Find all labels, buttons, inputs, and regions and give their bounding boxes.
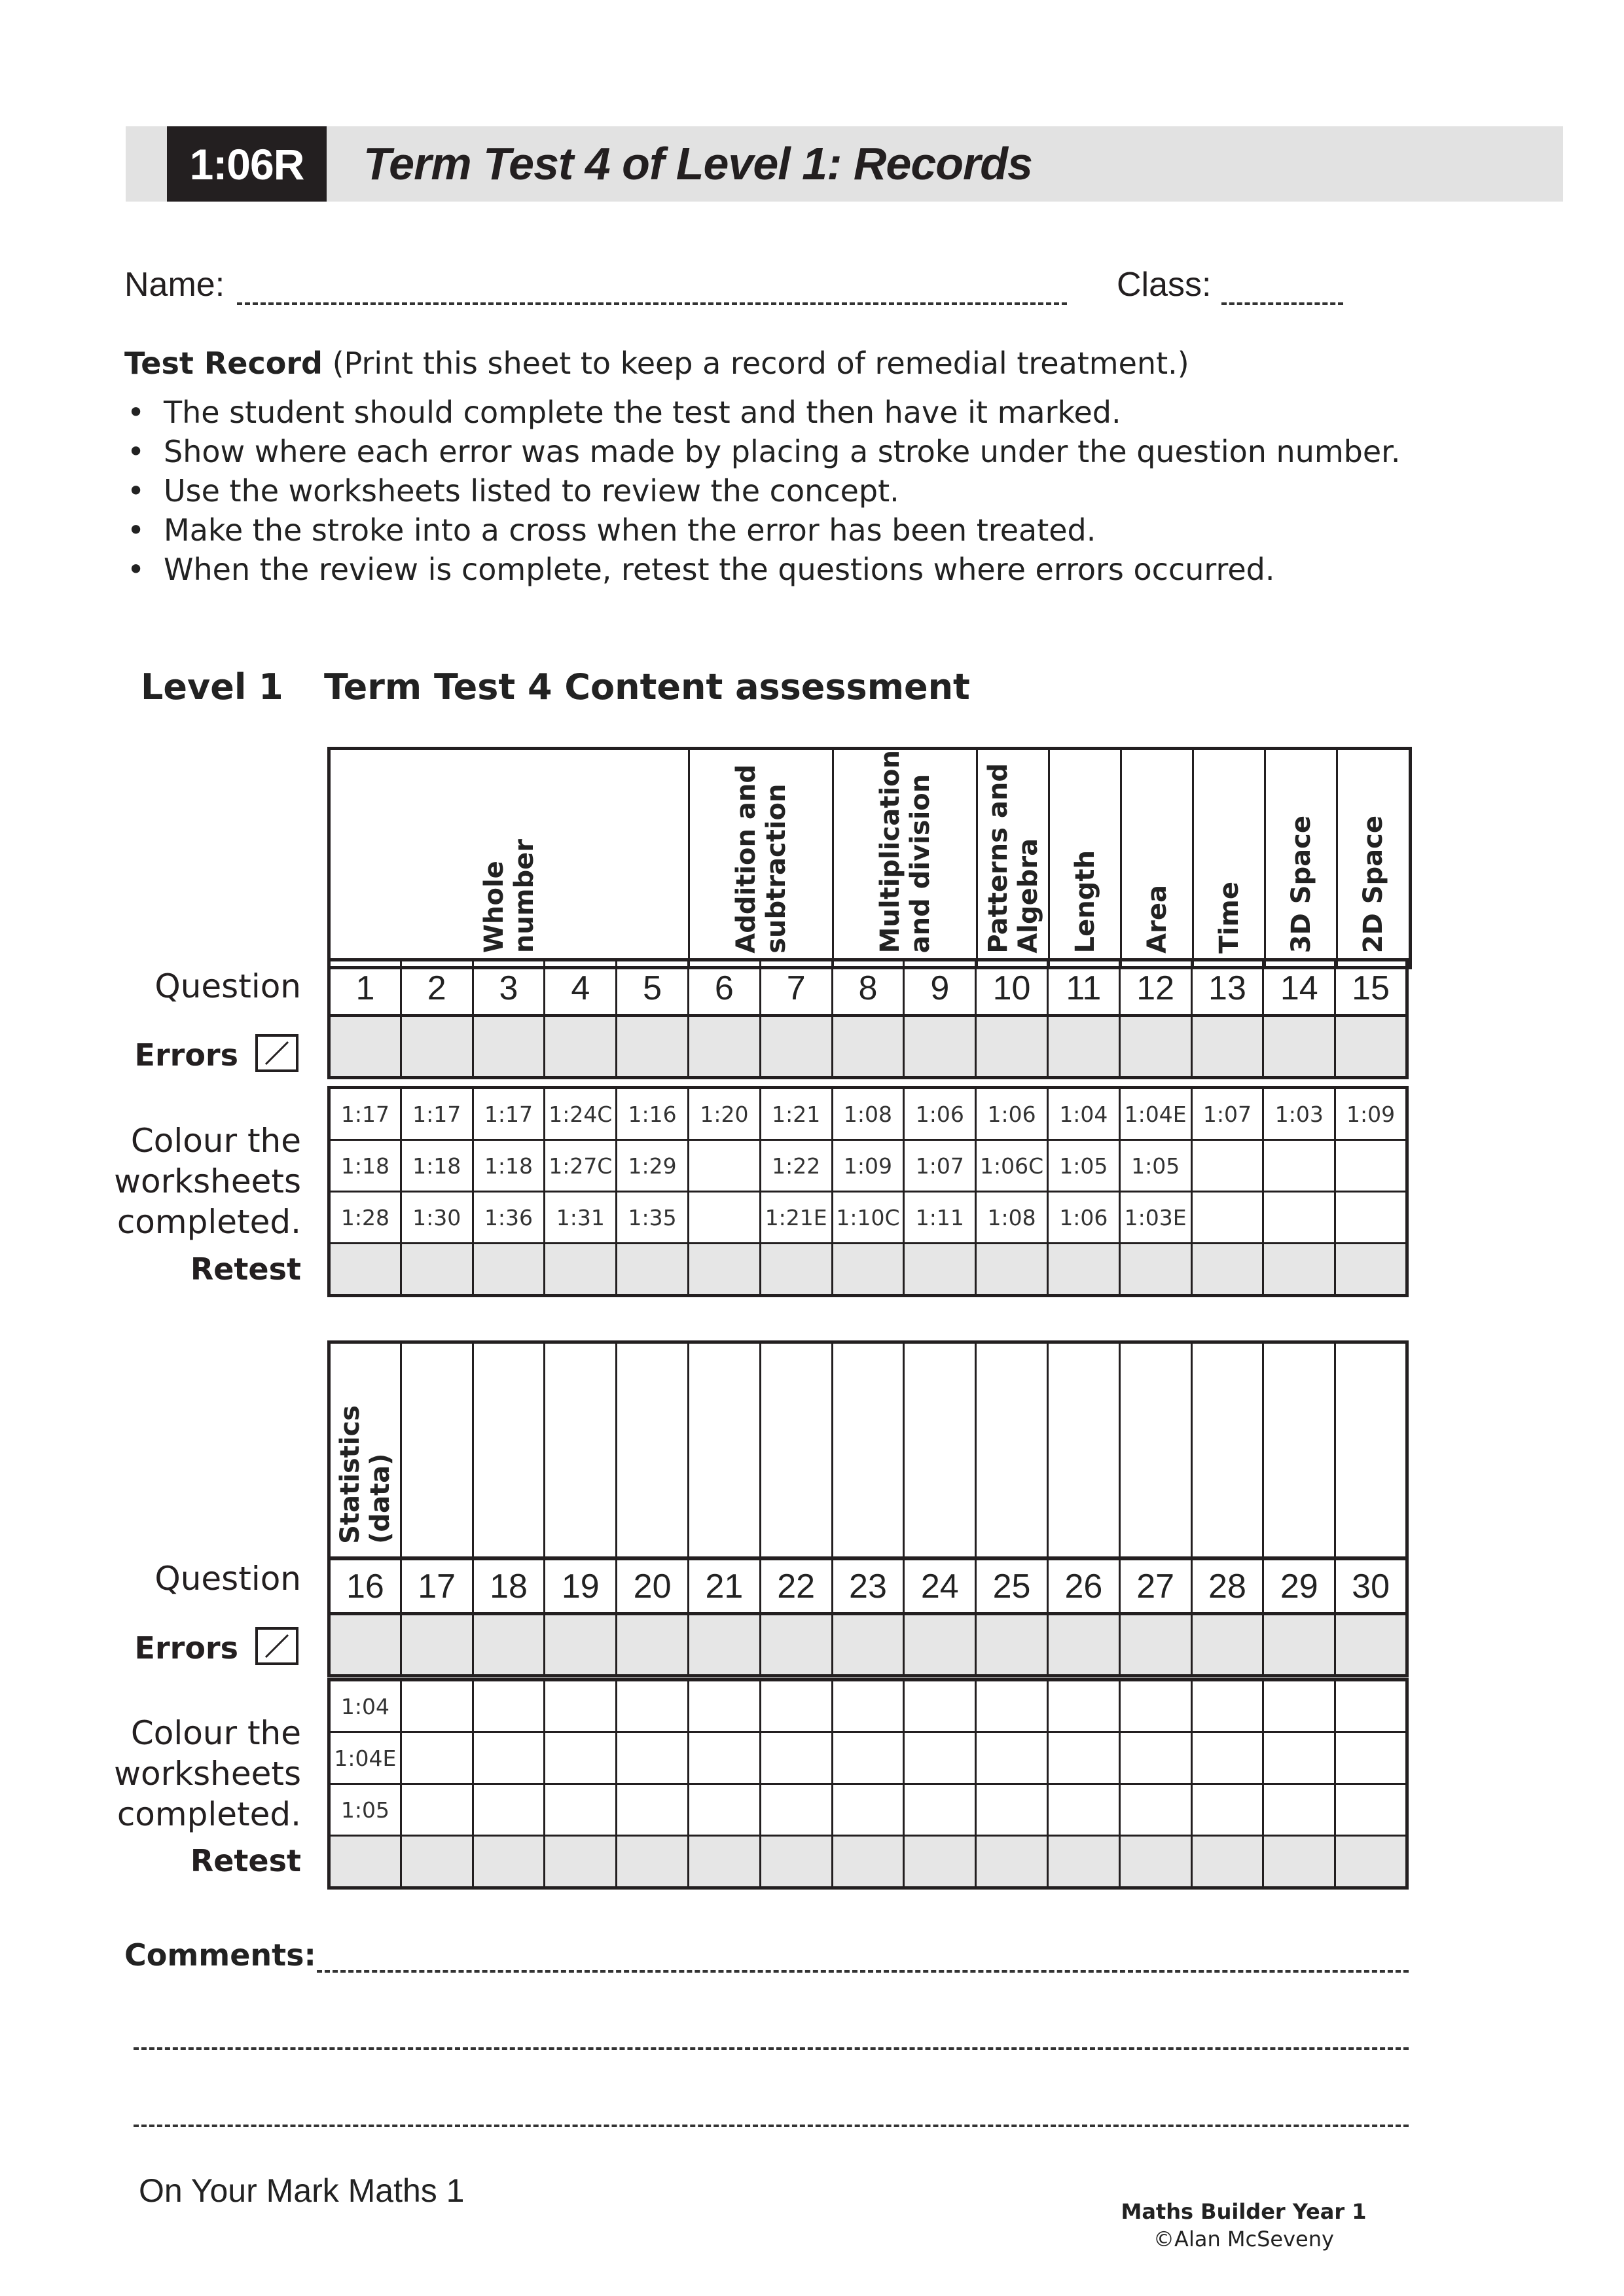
question-number: 16 (329, 1558, 401, 1615)
worksheet-cell[interactable]: 1:07 (1191, 1088, 1263, 1140)
instruction-item: • Show where each error was made by placing a stroke under the question number. (124, 432, 1400, 471)
question-number: 13 (1191, 960, 1263, 1017)
worksheet-cell[interactable]: 1:18 (401, 1140, 473, 1192)
errors-row-label: Errors (134, 1037, 238, 1073)
worksheet-cell[interactable]: 1:18 (473, 1140, 545, 1192)
question-number: 26 (1047, 1558, 1119, 1615)
error-cell[interactable] (617, 1016, 689, 1078)
colour-line: Colour the (130, 1122, 301, 1160)
retest-cell[interactable] (545, 1836, 617, 1888)
worksheet-row (329, 1680, 1407, 1732)
worksheet-cell[interactable] (473, 1732, 545, 1784)
retest-cell[interactable] (473, 1836, 545, 1888)
level-label: Level 1 (141, 666, 283, 708)
error-cell[interactable] (688, 1614, 760, 1676)
retest-cell[interactable] (976, 1244, 1048, 1296)
worksheet-cell[interactable] (1335, 1732, 1407, 1784)
worksheet-cell[interactable]: 1:31 (545, 1192, 617, 1244)
category-cell (329, 749, 689, 968)
worksheet-cell[interactable]: 1:06 (976, 1088, 1048, 1140)
name-label: Name: (124, 266, 225, 304)
worksheet-cell[interactable]: 1:07 (904, 1140, 976, 1192)
worksheet-cell[interactable] (976, 1680, 1048, 1732)
category-label: Time (1214, 881, 1244, 954)
worksheet-cell[interactable]: 1:06 (904, 1088, 976, 1140)
retest-row-label: Retest (190, 1251, 301, 1287)
category-cell (977, 749, 1049, 968)
errors-row-label: Errors (134, 1630, 238, 1666)
test-record-heading (124, 346, 1189, 381)
question-number: 22 (760, 1558, 832, 1615)
colour-worksheets-label (65, 1713, 301, 1835)
instruction-item: • The student should complete the test and then have it marked. (124, 393, 1400, 432)
worksheet-cell[interactable]: 1:04 (329, 1680, 401, 1732)
error-cell[interactable] (473, 1614, 545, 1676)
errors-row-2 (327, 1612, 1409, 1677)
retest-cell[interactable] (904, 1244, 976, 1296)
retest-cell[interactable] (1119, 1244, 1191, 1296)
category-cell (832, 1342, 904, 1559)
worksheets-line: worksheets (114, 1162, 301, 1200)
worksheet-cell[interactable]: 1:18 (329, 1140, 401, 1192)
class-label: Class: (1117, 266, 1212, 304)
completed-line: completed. (117, 1203, 301, 1241)
worksheet-cell[interactable] (1119, 1680, 1191, 1732)
retest-row-label: Retest (190, 1843, 301, 1878)
worksheet-cell[interactable] (1263, 1192, 1335, 1244)
comments-line-3[interactable] (134, 2125, 1409, 2127)
category-label: 2D Space (1358, 816, 1388, 954)
category-cell (1119, 1342, 1191, 1559)
question-number: 27 (1119, 1558, 1191, 1615)
worksheets-table-1 (327, 1086, 1409, 1297)
worksheet-cell[interactable] (1119, 1732, 1191, 1784)
worksheet-cell[interactable] (1191, 1192, 1263, 1244)
worksheet-cell[interactable] (1263, 1140, 1335, 1192)
worksheet-cell[interactable]: 1:05 (329, 1784, 401, 1836)
worksheet-cell[interactable] (760, 1680, 832, 1732)
question-row-label: Question (154, 967, 301, 1005)
error-cell[interactable] (545, 1614, 617, 1676)
assessment-title: Term Test 4 Content assessment (324, 666, 970, 708)
worksheet-cell[interactable] (832, 1732, 904, 1784)
category-label: Area (1142, 884, 1172, 954)
comments-line-1[interactable] (317, 1970, 1409, 1973)
worksheet-cell[interactable] (1335, 1680, 1407, 1732)
test-record-note: (Print this sheet to keep a record of remedial treatment.) (332, 346, 1189, 381)
question-number: 19 (545, 1558, 617, 1615)
retest-cell[interactable] (401, 1836, 473, 1888)
worksheet-cell[interactable] (688, 1732, 760, 1784)
category-label: Multiplication and division (875, 750, 935, 954)
retest-cell[interactable] (1047, 1836, 1119, 1888)
worksheet-cell[interactable] (1047, 1732, 1119, 1784)
retest-cell[interactable] (329, 1836, 401, 1888)
question-number: 23 (832, 1558, 904, 1615)
category-cell (545, 1342, 617, 1559)
retest-cell[interactable] (329, 1244, 401, 1296)
worksheet-cell[interactable] (688, 1784, 760, 1836)
class-field[interactable] (1221, 302, 1343, 305)
error-cell[interactable] (1119, 1016, 1191, 1078)
error-cell[interactable] (904, 1614, 976, 1676)
worksheet-cell[interactable]: 1:05 (1119, 1140, 1191, 1192)
retest-cell[interactable] (401, 1244, 473, 1296)
question-number: 15 (1335, 960, 1407, 1017)
category-label: Whole number (479, 839, 539, 954)
question-number: 30 (1335, 1558, 1407, 1615)
comments-line-2[interactable] (134, 2047, 1409, 2050)
worksheet-cell[interactable] (688, 1680, 760, 1732)
category-cell (1265, 749, 1337, 968)
retest-cell[interactable] (688, 1244, 760, 1296)
footer-series: On Your Mark Maths 1 (139, 2172, 465, 2209)
error-cell[interactable] (1335, 1614, 1407, 1676)
category-cell (329, 1342, 401, 1559)
question-number: 3 (473, 960, 545, 1017)
worksheet-cell[interactable] (1047, 1680, 1119, 1732)
category-header-1 (327, 747, 1412, 969)
worksheet-cell[interactable] (904, 1680, 976, 1732)
worksheet-cell[interactable] (401, 1784, 473, 1836)
worksheet-cell[interactable] (904, 1784, 976, 1836)
worksheet-cell[interactable] (760, 1784, 832, 1836)
question-number: 1 (329, 960, 401, 1017)
category-label: 3D Space (1286, 816, 1316, 954)
category-cell (1047, 1342, 1119, 1559)
worksheet-cell[interactable] (1263, 1680, 1335, 1732)
error-cell[interactable] (1047, 1016, 1119, 1078)
question-number: 11 (1047, 960, 1119, 1017)
worksheet-cell[interactable] (832, 1784, 904, 1836)
error-cell[interactable] (545, 1016, 617, 1078)
retest-cell[interactable] (1119, 1836, 1191, 1888)
worksheet-cell[interactable] (760, 1732, 832, 1784)
error-cell[interactable] (688, 1016, 760, 1078)
question-number: 28 (1191, 1558, 1263, 1615)
retest-cell[interactable] (976, 1836, 1048, 1888)
worksheet-cell[interactable] (545, 1680, 617, 1732)
question-number: 25 (976, 1558, 1048, 1615)
worksheet-row (329, 1732, 1407, 1784)
worksheet-cell[interactable] (617, 1732, 689, 1784)
worksheet-cell[interactable] (904, 1732, 976, 1784)
question-number: 9 (904, 960, 976, 1017)
error-cell[interactable] (832, 1016, 904, 1078)
worksheet-cell[interactable]: 1:21 (760, 1088, 832, 1140)
category-cell (688, 1342, 760, 1559)
worksheet-cell[interactable] (688, 1192, 760, 1244)
category-label: Statistics (data) (334, 1405, 395, 1544)
retest-cell[interactable] (617, 1244, 689, 1296)
error-cell[interactable] (473, 1016, 545, 1078)
category-cell (904, 1342, 976, 1559)
retest-cell[interactable] (832, 1836, 904, 1888)
error-cell[interactable] (976, 1016, 1048, 1078)
comments-label: Comments: (124, 1937, 316, 1973)
worksheet-cell[interactable]: 1:11 (904, 1192, 976, 1244)
worksheet-cell[interactable]: 1:35 (617, 1192, 689, 1244)
instruction-item: • Make the stroke into a cross when the error has been treated. (124, 511, 1400, 550)
instruction-list (124, 393, 1400, 589)
worksheet-row (329, 1140, 1407, 1192)
retest-cell[interactable] (688, 1836, 760, 1888)
worksheet-cell[interactable]: 1:10C (832, 1192, 904, 1244)
question-row-1 (327, 958, 1409, 1018)
worksheet-cell[interactable]: 1:03E (1119, 1192, 1191, 1244)
retest-cell[interactable] (832, 1244, 904, 1296)
retest-row (329, 1244, 1407, 1296)
worksheet-cell[interactable]: 1:17 (329, 1088, 401, 1140)
worksheet-cell[interactable]: 1:04E (1119, 1088, 1191, 1140)
error-cell[interactable] (1263, 1614, 1335, 1676)
worksheet-row (329, 1088, 1407, 1140)
error-cell[interactable] (617, 1614, 689, 1676)
error-stroke-icon (255, 1627, 298, 1665)
retest-cell[interactable] (1263, 1836, 1335, 1888)
worksheet-cell[interactable] (1047, 1784, 1119, 1836)
error-cell[interactable] (1191, 1016, 1263, 1078)
retest-cell[interactable] (1335, 1836, 1407, 1888)
question-row-2 (327, 1556, 1409, 1617)
instruction-item: • Use the worksheets listed to review the concept. (124, 471, 1400, 511)
worksheet-cell[interactable]: 1:17 (473, 1088, 545, 1140)
worksheet-cell[interactable] (1335, 1140, 1407, 1192)
retest-row (329, 1836, 1407, 1888)
worksheet-cell[interactable] (545, 1784, 617, 1836)
worksheet-cell[interactable]: 1:17 (401, 1088, 473, 1140)
worksheet-cell[interactable] (1263, 1732, 1335, 1784)
category-cell (1335, 1342, 1407, 1559)
category-cell (401, 1342, 473, 1559)
worksheet-cell[interactable]: 1:09 (832, 1140, 904, 1192)
category-cell (617, 1342, 689, 1559)
retest-cell[interactable] (1335, 1244, 1407, 1296)
category-cell (760, 1342, 832, 1559)
retest-cell[interactable] (617, 1836, 689, 1888)
error-cell[interactable] (329, 1614, 401, 1676)
question-number: 5 (617, 960, 689, 1017)
category-cell (1337, 749, 1411, 968)
question-number: 4 (545, 960, 617, 1017)
retest-cell[interactable] (1263, 1244, 1335, 1296)
colour-worksheets-label (65, 1121, 301, 1242)
worksheet-cell[interactable]: 1:36 (473, 1192, 545, 1244)
question-number: 6 (688, 960, 760, 1017)
worksheet-cell[interactable]: 1:24C (545, 1088, 617, 1140)
error-cell[interactable] (329, 1016, 401, 1078)
retest-cell[interactable] (760, 1836, 832, 1888)
question-number: 29 (1263, 1558, 1335, 1615)
category-label: Patterns and Algebra (983, 762, 1043, 954)
category-cell (1193, 749, 1265, 968)
error-stroke-icon (255, 1034, 298, 1072)
worksheet-cell[interactable] (1335, 1192, 1407, 1244)
worksheet-cell[interactable] (1191, 1680, 1263, 1732)
category-cell (1263, 1342, 1335, 1559)
worksheet-cell[interactable]: 1:29 (617, 1140, 689, 1192)
worksheet-cell[interactable] (976, 1732, 1048, 1784)
question-number: 14 (1263, 960, 1335, 1017)
worksheet-row (329, 1784, 1407, 1836)
error-cell[interactable] (832, 1614, 904, 1676)
retest-cell[interactable] (760, 1244, 832, 1296)
worksheet-cell[interactable] (832, 1680, 904, 1732)
worksheet-cell[interactable]: 1:04E (329, 1732, 401, 1784)
test-record-title: Test Record (124, 346, 323, 381)
worksheet-cell[interactable]: 1:30 (401, 1192, 473, 1244)
category-cell (473, 1342, 545, 1559)
category-cell (1049, 749, 1121, 968)
category-label: Addition and subtraction (731, 764, 791, 954)
category-cell (976, 1342, 1048, 1559)
question-number: 8 (832, 960, 904, 1017)
worksheet-cell[interactable] (1191, 1732, 1263, 1784)
page-title: Term Test 4 of Level 1: Records (363, 138, 1032, 189)
worksheet-cell[interactable]: 1:22 (760, 1140, 832, 1192)
error-cell[interactable] (1119, 1614, 1191, 1676)
retest-cell[interactable] (473, 1244, 545, 1296)
worksheet-cell[interactable]: 1:03 (1263, 1088, 1335, 1140)
worksheet-cell[interactable] (617, 1784, 689, 1836)
error-cell[interactable] (1191, 1614, 1263, 1676)
worksheet-cell[interactable]: 1:21E (760, 1192, 832, 1244)
worksheet-cell[interactable] (1191, 1140, 1263, 1192)
worksheet-cell[interactable]: 1:05 (1047, 1140, 1119, 1192)
worksheet-cell[interactable]: 1:08 (832, 1088, 904, 1140)
retest-cell[interactable] (904, 1836, 976, 1888)
name-field[interactable] (237, 302, 1067, 305)
question-number: 7 (760, 960, 832, 1017)
worksheets-table-2 (327, 1678, 1409, 1890)
worksheet-cell[interactable]: 1:16 (617, 1088, 689, 1140)
worksheet-code: 1:06R (167, 126, 327, 202)
retest-cell[interactable] (1191, 1244, 1263, 1296)
worksheet-cell[interactable]: 1:06 (1047, 1192, 1119, 1244)
worksheet-cell[interactable] (545, 1732, 617, 1784)
category-header-2 (327, 1340, 1409, 1560)
category-cell (689, 749, 833, 968)
worksheet-cell[interactable]: 1:20 (688, 1088, 760, 1140)
error-cell[interactable] (401, 1614, 473, 1676)
worksheet-cell[interactable] (617, 1680, 689, 1732)
worksheet-cell[interactable] (976, 1784, 1048, 1836)
instruction-item: • When the review is complete, retest the questions where errors occurred. (124, 550, 1400, 589)
worksheet-cell[interactable]: 1:06C (976, 1140, 1048, 1192)
category-cell (1121, 749, 1193, 968)
question-number: 10 (976, 960, 1048, 1017)
category-cell (1191, 1342, 1263, 1559)
worksheet-row (329, 1192, 1407, 1244)
retest-cell[interactable] (1047, 1244, 1119, 1296)
question-number: 21 (688, 1558, 760, 1615)
footer-book-title: Maths Builder Year 1 (1121, 2199, 1367, 2224)
error-cell[interactable] (1263, 1016, 1335, 1078)
error-cell[interactable] (1047, 1614, 1119, 1676)
question-number: 18 (473, 1558, 545, 1615)
footer-copyright: ©Alan McSeveny (1153, 2227, 1334, 2251)
worksheet-cell[interactable] (1263, 1784, 1335, 1836)
worksheet-cell[interactable]: 1:09 (1335, 1088, 1407, 1140)
question-number: 2 (401, 960, 473, 1017)
colour-line: Colour the (130, 1714, 301, 1752)
question-number: 24 (904, 1558, 976, 1615)
error-cell[interactable] (760, 1016, 832, 1078)
question-number: 17 (401, 1558, 473, 1615)
error-cell[interactable] (760, 1614, 832, 1676)
error-cell[interactable] (401, 1016, 473, 1078)
question-row-label: Question (154, 1560, 301, 1598)
worksheet-cell[interactable] (401, 1732, 473, 1784)
worksheet-cell[interactable] (1119, 1784, 1191, 1836)
completed-line: completed. (117, 1795, 301, 1833)
errors-row-1 (327, 1014, 1409, 1079)
error-cell[interactable] (1335, 1016, 1407, 1078)
error-cell[interactable] (976, 1614, 1048, 1676)
worksheet-cell[interactable]: 1:04 (1047, 1088, 1119, 1140)
worksheet-cell[interactable] (1191, 1784, 1263, 1836)
worksheet-cell[interactable] (688, 1140, 760, 1192)
category-label: Length (1070, 850, 1100, 954)
worksheet-cell[interactable]: 1:27C (545, 1140, 617, 1192)
worksheets-line: worksheets (114, 1755, 301, 1793)
worksheet-cell[interactable] (473, 1784, 545, 1836)
worksheet-cell[interactable]: 1:28 (329, 1192, 401, 1244)
worksheet-cell[interactable] (1335, 1784, 1407, 1836)
question-number: 20 (617, 1558, 689, 1615)
retest-cell[interactable] (545, 1244, 617, 1296)
category-cell (833, 749, 977, 968)
retest-cell[interactable] (1191, 1836, 1263, 1888)
error-cell[interactable] (904, 1016, 976, 1078)
worksheet-cell[interactable] (473, 1680, 545, 1732)
question-number: 12 (1119, 960, 1191, 1017)
worksheet-cell[interactable]: 1:08 (976, 1192, 1048, 1244)
worksheet-cell[interactable] (401, 1680, 473, 1732)
